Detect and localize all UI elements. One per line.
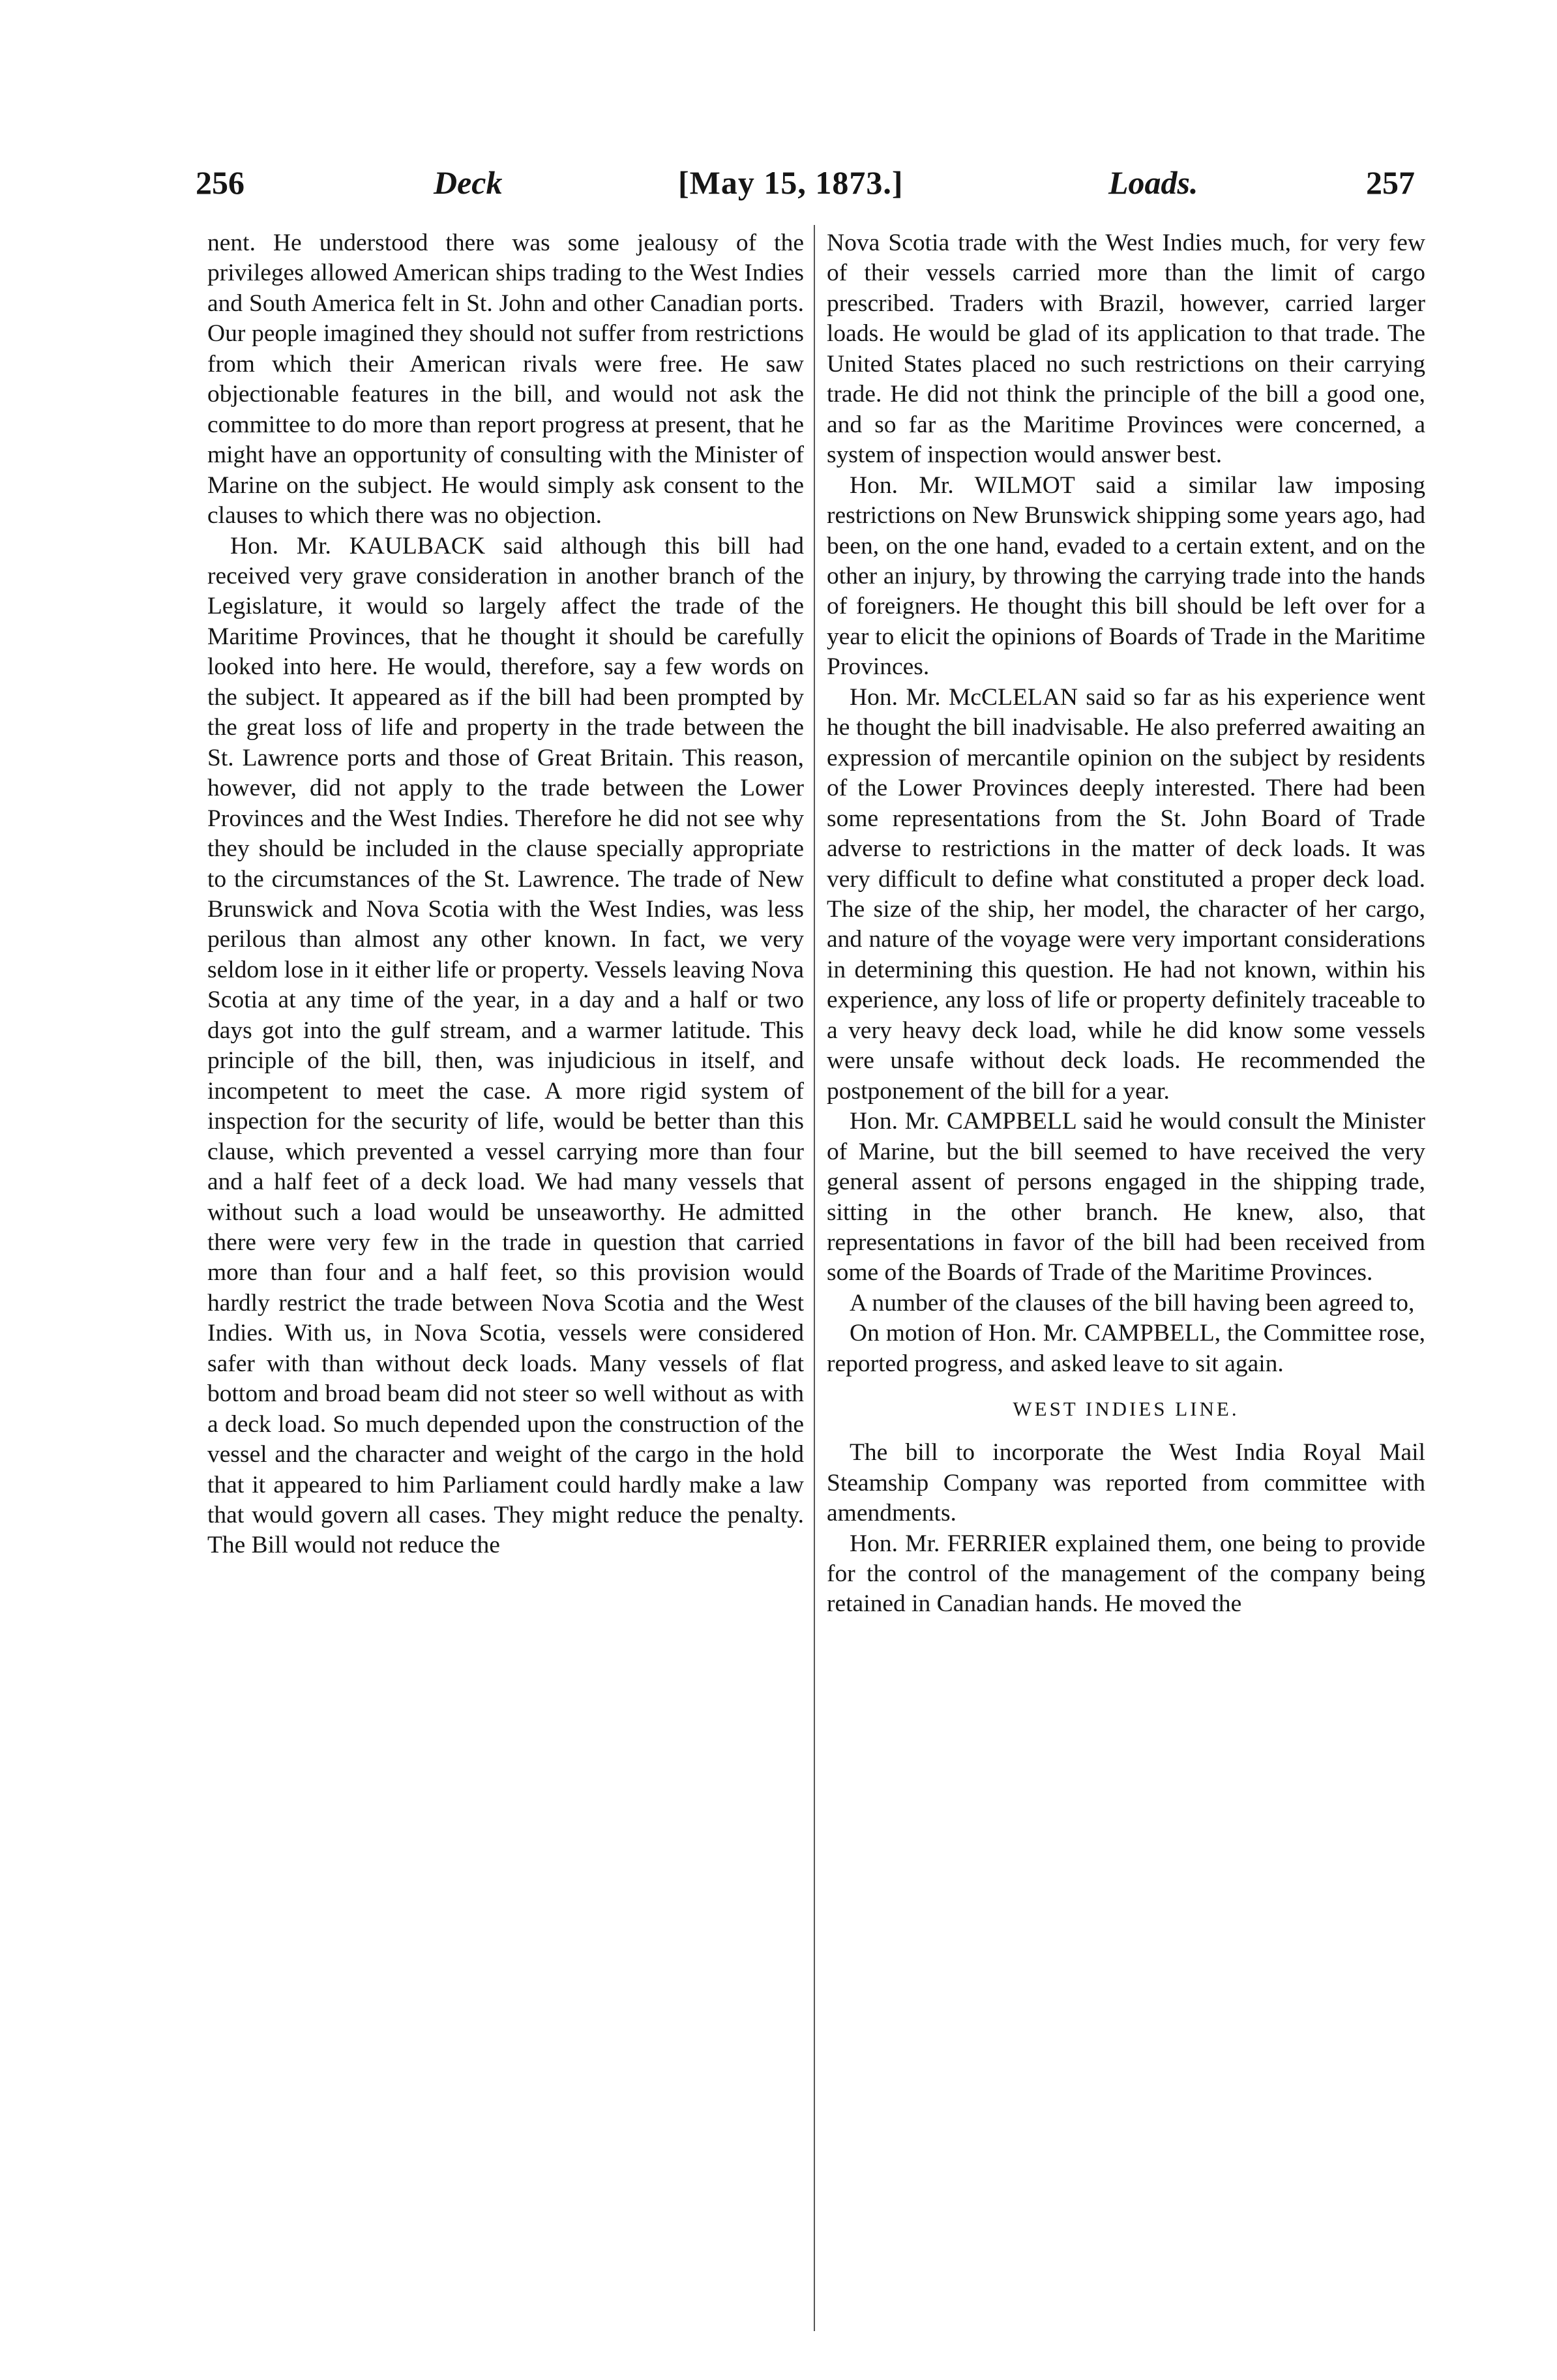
paragraph: The bill to incorporate the West India Royal Mail Steamship Company was reported from committee with amendments.: [827, 1439, 1425, 1527]
section-title: WEST INDIES LINE.: [1013, 1397, 1239, 1421]
paragraph: On motion of Hon. Mr. CAMPBELL, the Committee rose, reported progress, and asked leave to sit again.: [827, 1320, 1425, 1377]
right-column: [827, 228, 1425, 1620]
paragraph: Hon. Mr. KAULBACK said although this bill had received very grave consideration in another branch of the Legislature, it would so largely affect the trade of the Maritime Provinces, that he thought it should be carefully looked into here. He would, therefore, say a few words on the subject. It appeared as if the bill had been prompted by the great loss of life and property in the trade between the St. Lawrence ports and those of Great Britain. This reason, however, did not apply to the trade between the Lower Provinces and the West Indies. Therefore he did not see why they should be included in the clause specially appropriate to the circumstances of the St. Lawrence. The trade of New Brunswick and Nova Scotia with the West Indies, was less perilous than almost any other known. In fact, we very seldom lose in it either life or property. Vessels leaving Nova Scotia at any time of the year, in a day and a half or two days got into the gulf stream, and a warmer latitude. This principle of the bill, then, was injudicious in itself, and incompetent to meet the case. A more rigid system of inspection for the security of life, would be better than this clause, which prevented a vessel carrying more than four and a half feet of a deck load. We had many vessels that without such a load would be unseaworthy. He admitted there were very few in the trade in question that carried more than four and a half feet, so this provision would hardly restrict the trade between Nova Scotia and the West Indies. With us, in Nova Scotia, vessels were considered safer with than without deck loads. Many vessels of flat bottom and broad beam did not steer so well without as with a deck load. So much depended upon the construction of the vessel and the character and weight of the cargo in the hold that it appeared to him Parliament could hardly make a law that would govern all cases. They might reduce the penalty. The Bill would not reduce the: [207, 532, 804, 1559]
right-running-title: Loads.: [1108, 164, 1198, 201]
left-column: [207, 228, 804, 1561]
right-page-number: 257: [1366, 164, 1415, 201]
left-running-title: Deck: [434, 164, 503, 201]
paragraph: A number of the clauses of the bill having been agreed to,: [850, 1289, 1415, 1316]
paragraph: Hon. Mr. CAMPBELL said he would consult the Minister of Marine, but the bill seemed to have received the very general assent of persons engaged in the shipping trade, sitting in the other branch. He knew, also, that representations in favor of the bill had been received from some of the Boards of Trade of the Maritime Provinces.: [827, 1108, 1425, 1287]
running-header: [196, 156, 1415, 209]
paragraph: nent. He understood there was some jealousy of the privileges allowed American ships trading to the West Indies and South America felt in St. John and other Canadian ports. Our people imagined they should not suffer from restrictions from which their American rivals were free. He saw objectionable features in the bill, and would not ask the committee to do more than report progress at present, that he might have an opportunity of consulting with the Minister of Marine on the subject. He would simply ask consent to the clauses to which there was no objection.: [207, 230, 804, 529]
left-page-number: 256: [196, 164, 245, 201]
paragraph: Hon. Mr. WILMOT said a similar law imposing restrictions on New Brunswick shipping some years ago, had been, on the one hand, evaded to a certain extent, and on the other an injury, by throwing the carrying trade into the hands of foreigners. He thought this bill should be left over for a year to elicit the opinions of Boards of Trade in the Maritime Provinces.: [827, 471, 1425, 681]
column-divider: [814, 225, 815, 2331]
header-date: [May 15, 1873.]: [678, 164, 904, 201]
paragraph: Hon. Mr. FERRIER explained them, one being to provide for the control of the management of the company being retained in Canadian hands. He moved the: [827, 1530, 1425, 1618]
paragraph: Hon. Mr. McCLELAN said so far as his experience went he thought the bill inadvisable. He also preferred awaiting an expression of mercantile opinion on the subject by residents of the Lower Provinces deeply interested. There had been some representations from the St. John Board of Trade adverse to restrictions in the matter of deck loads. It was very difficult to define what constituted a proper deck load. The size of the ship, her model, the character of her cargo, and nature of the voyage were very important considerations in determining this question. He had not known, within his experience, any loss of life or property definitely traceable to a very heavy deck load, while he did know some vessels were unsafe without deck loads. He recommended the postponement of the bill for a year.: [827, 683, 1425, 1105]
paragraph: Nova Scotia trade with the West Indies much, for very few of their vessels carried more than the limit of cargo prescribed. Traders with Brazil, however, carried larger loads. He would be glad of its application to that trade. The United States placed no such restrictions on their carrying trade. He did not think the principle of the bill a good one, and so far as the Maritime Provinces were concerned, a system of inspection would answer best.: [827, 230, 1425, 469]
